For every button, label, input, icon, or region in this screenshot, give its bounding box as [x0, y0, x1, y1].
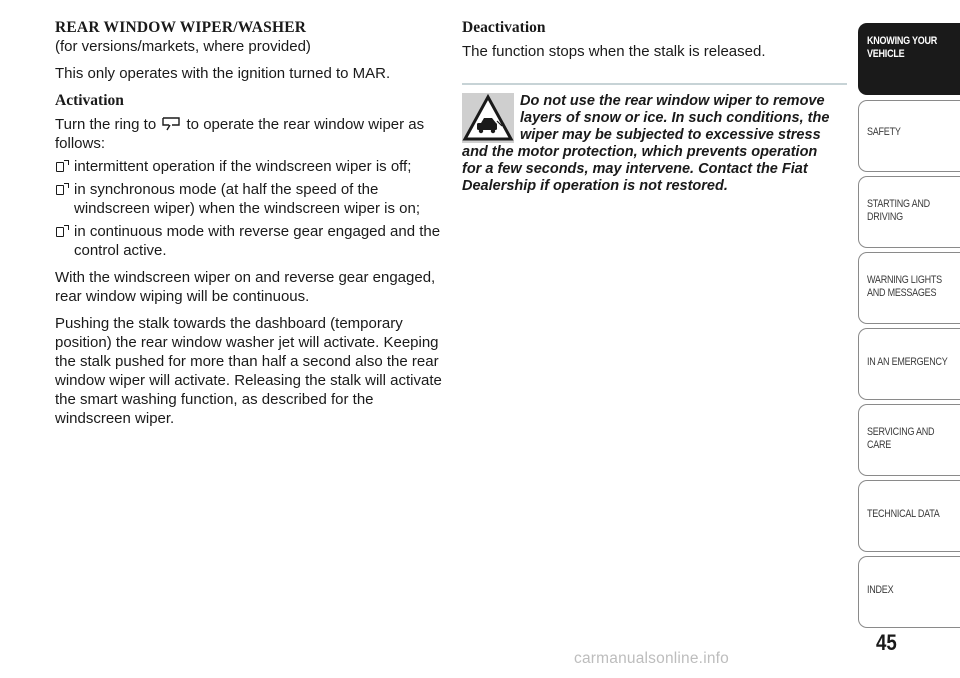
deactivation-heading: Deactivation	[462, 19, 546, 36]
push-paragraph: Pushing the stalk towards the dashboard (temporary position) the rear window washer jet will activate. Keeping the stalk pushed for more than half a second also the rear window wiper will activate. Releasing the stalk will activate the smart washing function, as described for the windscreen wiper.	[55, 315, 442, 427]
tab-safety[interactable]: SAFETY	[858, 100, 960, 172]
tab-in-an-emergency[interactable]: IN AN EMERGENCY	[858, 328, 960, 400]
right-column	[462, 18, 847, 61]
tab-knowing-your-vehicle[interactable]: KNOWING YOUR VEHICLE	[858, 23, 960, 95]
list-item: in synchronous mode (at half the speed of the windscreen wiper) when the windscreen wiper is on;	[55, 180, 445, 218]
reverse-paragraph: With the windscreen wiper on and reverse gear engaged, rear window wiping will be continuous.	[55, 269, 436, 305]
bullet-list	[55, 157, 445, 260]
tab-starting-and-driving[interactable]: STARTING AND DRIVING	[858, 176, 960, 248]
rear-wiper-icon	[161, 116, 181, 131]
left-column	[55, 18, 445, 428]
checkbox-bullet-icon	[56, 227, 64, 237]
turn-ring-text-before: Turn the ring to	[55, 116, 157, 133]
tab-warning-lights-and-messages[interactable]: WARNING LIGHTS AND MESSAGES	[858, 252, 960, 324]
turn-ring-text-after: to operate the rear window wiper as follows:	[55, 116, 425, 152]
tab-servicing-and-care[interactable]: SERVICING AND CARE	[858, 404, 960, 476]
turn-ring-text	[55, 115, 445, 153]
warning-text: Do not use the rear window wiper to remove layers of snow or ice. In such conditions, the wiper may be subjected to excessive stress and the motor protection, which prevents operation for a few seconds, may intervene. Contact the Fiat Dealership if operation is not restored.	[462, 93, 830, 194]
list-item: intermittent operation if the windscreen wiper is off;	[55, 157, 445, 176]
tab-technical-data[interactable]: TECHNICAL DATA	[858, 480, 960, 552]
watermark: carmanualsonline.info	[574, 650, 729, 667]
page-number: 45	[876, 630, 897, 655]
section-divider	[462, 83, 847, 85]
checkbox-bullet-icon	[56, 162, 64, 172]
car-snow-warning-icon	[462, 93, 514, 143]
activation-heading: Activation	[55, 92, 124, 109]
tab-index[interactable]: INDEX	[858, 556, 960, 628]
intro-text: This only operates with the ignition turned to MAR.	[55, 65, 391, 82]
list-item: in continuous mode with reverse gear engaged and the control active.	[55, 222, 445, 260]
checkbox-bullet-icon	[56, 185, 64, 195]
deactivation-text: The function stops when the stalk is released.	[462, 43, 766, 60]
section-title: REAR WINDOW WIPER/WASHER	[55, 19, 307, 36]
warning-box	[462, 93, 832, 195]
section-subtitle: (for versions/markets, where provided)	[55, 38, 311, 55]
